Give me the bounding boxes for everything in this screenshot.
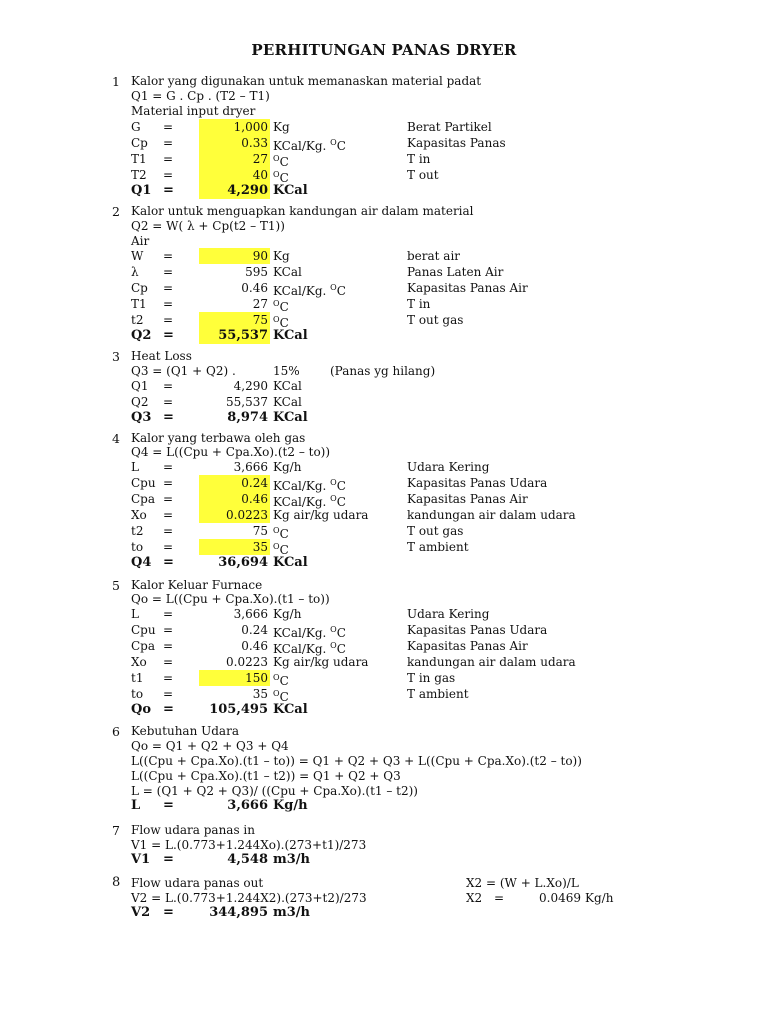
row-equals: = <box>163 328 174 343</box>
row-value: 75 <box>252 524 268 538</box>
row-value: 4,290 <box>233 379 268 393</box>
section-heading: Kalor Keluar Furnace <box>131 578 263 592</box>
formula: L((Cpu + Cpa.Xo).(t1 – to)) = Q1 + Q2 + Q3 + L((Cpu + Cpa.Xo).(t2 – to)) <box>131 754 582 768</box>
formula: Qo = L((Cpu + Cpa.Xo).(t1 – to)) <box>131 592 330 606</box>
calc-row <box>0 167 768 183</box>
unit-suffix: C <box>279 690 289 704</box>
calc-row <box>0 606 768 622</box>
row-value: 0.46 <box>199 491 270 507</box>
row-unit <box>273 702 308 718</box>
calc-row <box>0 507 768 523</box>
row-equals: = <box>163 297 174 311</box>
subheading: Material input dryer <box>131 104 256 118</box>
unit-suffix: C <box>279 300 289 314</box>
row-equals: = <box>163 120 174 134</box>
unit-suffix: C <box>336 495 346 509</box>
unit-text: KCal/Kg. <box>273 284 331 298</box>
section-number: 1 <box>112 74 120 89</box>
section-number: 8 <box>112 875 121 890</box>
row-equals: = <box>163 152 174 166</box>
row-unit <box>273 555 308 571</box>
row-equals: = <box>163 524 174 538</box>
row-value: 595 <box>245 265 268 279</box>
row-description: T ambient <box>407 540 469 554</box>
row-symbol: L <box>131 798 141 813</box>
calc-row <box>0 491 768 507</box>
formula: V1 = L.(0.773+1.244Xo).(273+t1)/273 <box>131 838 367 852</box>
row-symbol: Xo <box>131 508 147 522</box>
row-value: 0.0223 <box>226 655 268 669</box>
section-heading: Kalor yang digunakan untuk memanaskan material padat <box>131 74 482 88</box>
unit-text: Kg <box>273 249 290 263</box>
row-value: 36,694 <box>218 555 268 570</box>
row-equals: = <box>163 281 174 295</box>
unit-text: KCal <box>273 328 308 343</box>
row-description: Panas Laten Air <box>407 265 504 279</box>
row-unit <box>273 852 310 868</box>
page-title: PERHITUNGAN PANAS DRYER <box>251 41 517 59</box>
row-equals: = <box>163 508 174 522</box>
row-value: 0.24 <box>241 623 268 637</box>
row-equals: = <box>163 395 174 409</box>
calc-row <box>0 312 768 328</box>
row-symbol: L <box>131 460 139 474</box>
row-equals: = <box>163 168 174 182</box>
degree-superscript: O <box>330 625 337 634</box>
row-equals: = <box>163 492 174 506</box>
row-unit <box>273 183 308 199</box>
calc-row <box>0 523 768 539</box>
degree-superscript: O <box>273 689 280 698</box>
calc-row <box>0 280 768 296</box>
row-symbol: G <box>131 120 141 134</box>
row-equals: = <box>163 136 174 150</box>
row-description: T in gas <box>407 671 456 685</box>
degree-superscript: O <box>273 299 280 308</box>
row-unit <box>273 905 310 921</box>
section-number: 2 <box>112 204 120 219</box>
row-value: 35 <box>252 687 268 701</box>
row-unit <box>273 378 302 394</box>
section-number: 3 <box>112 349 120 364</box>
degree-superscript: O <box>273 315 280 324</box>
row-equals: = <box>163 702 174 717</box>
section-heading: Flow udara panas out <box>131 876 264 890</box>
calc-row <box>0 539 768 555</box>
row-symbol: Cp <box>131 281 148 295</box>
row-value: 55,537 <box>199 328 270 344</box>
row-symbol: Cpu <box>131 623 156 637</box>
calc-row <box>0 248 768 264</box>
row-value: 27 <box>252 297 268 311</box>
unit-text: KCal <box>273 183 308 198</box>
unit-text: m3/h <box>273 852 311 867</box>
section-heading: Kalor yang terbawa oleh gas <box>131 431 306 445</box>
row-description: berat air <box>407 249 461 263</box>
section-number: 7 <box>112 823 120 838</box>
row-value: 27 <box>199 151 270 167</box>
row-equals: = <box>163 265 174 279</box>
row-description: T out <box>407 168 439 182</box>
calc-row <box>0 702 768 718</box>
formula: V2 = L.(0.773+1.244X2).(273+t2)/273 <box>131 891 367 905</box>
row-symbol: Q2 <box>131 328 152 343</box>
unit-text: KCal/Kg. <box>273 495 331 509</box>
degree-superscript: O <box>330 478 337 487</box>
row-description: T ambient <box>407 687 469 701</box>
unit-suffix: C <box>336 626 346 640</box>
row-equals: = <box>163 249 174 263</box>
calc-row <box>0 296 768 312</box>
row-equals: = <box>163 540 174 554</box>
row-symbol: T2 <box>131 168 147 182</box>
unit-text: KCal <box>273 702 308 717</box>
row-description: Kapasitas Panas Air <box>407 492 528 506</box>
degree-superscript: O <box>273 170 280 179</box>
row-symbol: t1 <box>131 671 144 685</box>
row-equals: = <box>163 379 174 393</box>
row-unit <box>273 798 308 814</box>
row-symbol: Cpa <box>131 639 156 653</box>
row-equals: = <box>163 905 174 920</box>
unit-text: KCal <box>273 410 308 425</box>
unit-suffix: C <box>279 316 289 330</box>
row-value: 0.46 <box>241 639 268 653</box>
degree-superscript: O <box>330 494 337 503</box>
row-symbol: V1 <box>131 852 151 867</box>
row-unit <box>273 654 368 670</box>
row-description: T out gas <box>407 524 464 538</box>
row-equals: = <box>163 313 174 327</box>
row-symbol: t2 <box>131 313 144 327</box>
unit-text: Kg/h <box>273 460 302 474</box>
row-symbol: Cpa <box>131 492 156 506</box>
row-symbol: to <box>131 687 144 701</box>
row-unit <box>273 410 308 426</box>
row-description: T in <box>407 152 431 166</box>
calc-row <box>0 183 768 199</box>
row-symbol: Qo <box>131 702 151 717</box>
calc-row <box>0 670 768 686</box>
row-equals: = <box>163 687 174 701</box>
row-equals: = <box>163 639 174 653</box>
degree-superscript: O <box>273 542 280 551</box>
row-symbol: Q1 <box>131 183 152 198</box>
calc-row <box>0 798 768 814</box>
note: (Panas yg hilang) <box>330 364 436 378</box>
unit-text: KCal/Kg. <box>273 642 331 656</box>
calc-row <box>0 151 768 167</box>
row-symbol: W <box>131 249 144 263</box>
row-symbol: T1 <box>131 297 147 311</box>
row-value: 105,495 <box>209 702 268 717</box>
unit-text: KCal <box>273 555 308 570</box>
unit-text: Kg <box>273 120 290 134</box>
calc-row <box>0 119 768 135</box>
degree-superscript: O <box>330 138 337 147</box>
unit-suffix: C <box>336 284 346 298</box>
unit-text: KCal <box>273 265 302 279</box>
row-unit <box>273 394 302 410</box>
row-value: 150 <box>199 670 270 686</box>
subheading: Air <box>131 234 150 248</box>
row-equals: = <box>163 798 174 813</box>
section-number: 4 <box>112 431 120 446</box>
degree-superscript: O <box>273 154 280 163</box>
section-heading: Flow udara panas in <box>131 823 256 837</box>
row-symbol: Cp <box>131 136 148 150</box>
row-value: 344,895 <box>209 905 268 920</box>
row-symbol: Q2 <box>131 395 149 409</box>
row-description: Udara Kering <box>407 607 490 621</box>
row-description: Kapasitas Panas Air <box>407 639 528 653</box>
calc-row <box>0 135 768 151</box>
row-unit <box>273 459 301 475</box>
row-symbol: T1 <box>131 152 147 166</box>
degree-superscript: O <box>273 673 280 682</box>
row-equals: = <box>163 555 174 570</box>
row-value: 0.0223 <box>199 507 270 523</box>
row-value: 3,666 <box>233 607 268 621</box>
row-description: Udara Kering <box>407 460 490 474</box>
calc-row <box>0 475 768 491</box>
unit-text: m3/h <box>273 905 311 920</box>
row-value: 3,666 <box>227 798 268 813</box>
unit-suffix: C <box>336 642 346 656</box>
x2-equals: = <box>494 891 505 905</box>
row-unit <box>273 119 290 135</box>
row-symbol: Xo <box>131 655 147 669</box>
degree-superscript: O <box>330 641 337 650</box>
row-equals: = <box>163 183 174 198</box>
unit-text: Kg/h <box>273 607 302 621</box>
row-description: Kapasitas Panas <box>407 136 506 150</box>
x2-symbol: X2 <box>466 891 483 905</box>
row-description: T in <box>407 297 431 311</box>
calc-row <box>0 905 768 921</box>
calc-row <box>0 459 768 475</box>
calc-row <box>0 852 768 868</box>
row-description: T out gas <box>407 313 464 327</box>
row-equals: = <box>163 655 174 669</box>
degree-superscript: O <box>273 526 280 535</box>
row-symbol: L <box>131 607 139 621</box>
calc-row <box>0 378 768 394</box>
formula: Qo = Q1 + Q2 + Q3 + Q4 <box>131 739 289 753</box>
row-value: 8,974 <box>227 410 268 425</box>
unit-text: KCal/Kg. <box>273 626 331 640</box>
calc-row <box>0 394 768 410</box>
row-value: 90 <box>199 248 270 264</box>
calc-row <box>0 686 768 702</box>
x2-value: 0.0469 <box>539 891 581 905</box>
unit-suffix: C <box>279 155 289 169</box>
unit-suffix: C <box>279 171 289 185</box>
formula: Q4 = L((Cpu + Cpa.Xo).(t2 – to)) <box>131 445 331 459</box>
row-description: kandungan air dalam udara <box>407 655 576 669</box>
row-value: 40 <box>199 167 270 183</box>
percent-value: 15% <box>273 364 300 378</box>
row-symbol: Cpu <box>131 476 156 490</box>
row-unit <box>273 606 301 622</box>
row-equals: = <box>163 607 174 621</box>
degree-superscript: O <box>330 283 337 292</box>
unit-text: KCal/Kg. <box>273 139 331 153</box>
section-heading: Kebutuhan Udara <box>131 724 239 738</box>
row-value: 1,000 <box>199 119 270 135</box>
row-unit <box>273 248 290 264</box>
calc-row <box>0 264 768 280</box>
section-number: 5 <box>112 578 120 593</box>
formula: L = (Q1 + Q2 + Q3)/ ((Cpu + Cpa.Xo).(t1 – t2)) <box>131 784 418 798</box>
formula: Q3 = (Q1 + Q2) . <box>131 364 236 378</box>
unit-text: KCal/Kg. <box>273 479 331 493</box>
row-description: Kapasitas Panas Air <box>407 281 528 295</box>
unit-text: KCal <box>273 395 302 409</box>
unit-text: KCal <box>273 379 302 393</box>
row-symbol: λ <box>131 265 139 279</box>
row-description: Berat Partikel <box>407 120 492 134</box>
unit-text: Kg/h <box>273 798 308 813</box>
row-equals: = <box>163 410 174 425</box>
row-symbol: Q4 <box>131 555 152 570</box>
row-symbol: Q1 <box>131 379 149 393</box>
row-unit <box>273 507 368 523</box>
row-value: 4,548 <box>227 852 268 867</box>
section-heading: Kalor untuk menguapkan kandungan air dalam material <box>131 204 474 218</box>
row-equals: = <box>163 852 174 867</box>
formula: L((Cpu + Cpa.Xo).(t1 – t2)) = Q1 + Q2 + Q3 <box>131 769 401 783</box>
calc-row <box>0 654 768 670</box>
section-heading: Heat Loss <box>131 349 192 363</box>
row-unit <box>273 328 308 344</box>
row-equals: = <box>163 623 174 637</box>
unit-text: Kg air/kg udara <box>273 508 369 522</box>
unit-suffix: C <box>336 139 346 153</box>
section-number: 6 <box>112 724 120 739</box>
formula: Q2 = W( λ + Cp(t2 – T1)) <box>131 219 285 233</box>
row-description: kandungan air dalam udara <box>407 508 576 522</box>
calc-row <box>0 328 768 344</box>
calc-row <box>0 410 768 426</box>
row-symbol: to <box>131 540 144 554</box>
row-equals: = <box>163 460 174 474</box>
unit-suffix: C <box>279 543 289 557</box>
formula-x2: X2 = (W + L.Xo)/L <box>466 876 579 890</box>
row-value: 55,537 <box>226 395 268 409</box>
row-equals: = <box>163 476 174 490</box>
x2-unit: Kg/h <box>585 891 614 905</box>
unit-suffix: C <box>279 527 289 541</box>
row-value: 0.33 <box>199 135 270 151</box>
row-symbol: Q3 <box>131 410 152 425</box>
row-equals: = <box>163 671 174 685</box>
row-value: 3,666 <box>233 460 268 474</box>
row-value: 35 <box>199 539 270 555</box>
row-value: 0.46 <box>241 281 268 295</box>
row-description: Kapasitas Panas Udara <box>407 623 548 637</box>
row-description: Kapasitas Panas Udara <box>407 476 548 490</box>
row-value: 4,290 <box>199 183 270 199</box>
row-symbol: t2 <box>131 524 144 538</box>
unit-suffix: C <box>336 479 346 493</box>
row-unit <box>273 264 302 280</box>
calc-row <box>0 555 768 571</box>
formula: Q1 = G . Cp . (T2 – T1) <box>131 89 270 103</box>
row-symbol: V2 <box>131 905 151 920</box>
calc-row <box>0 638 768 654</box>
unit-suffix: C <box>279 674 289 688</box>
row-value: 0.24 <box>199 475 270 491</box>
calc-row <box>0 622 768 638</box>
unit-text: Kg air/kg udara <box>273 655 369 669</box>
row-value: 75 <box>199 312 270 328</box>
